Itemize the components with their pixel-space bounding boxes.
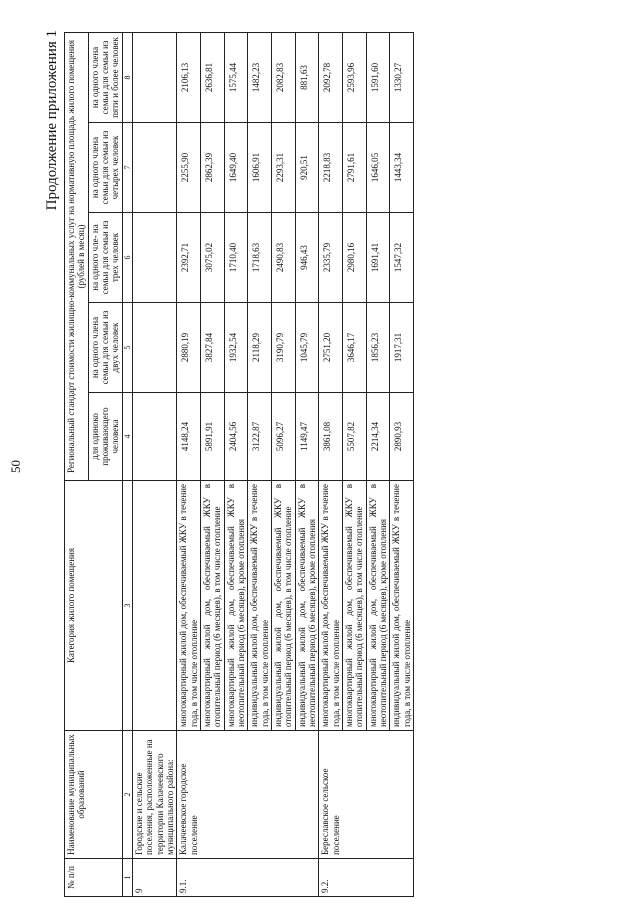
value-cell: 946,43: [295, 213, 319, 303]
value-cell: 3122,87: [248, 393, 272, 481]
header-sub-2: на одного члена семьи для семьи из двух человек: [88, 303, 122, 393]
value-cell: 3646,17: [343, 303, 367, 393]
value-cell: 1547,32: [390, 213, 414, 303]
table-row: [319, 32, 343, 896]
value-cell: 2218,83: [319, 123, 343, 213]
value-cell: 2490,83: [272, 213, 296, 303]
header-sub-4: на одного члена семьи для семьи из четырех человек: [88, 123, 122, 213]
value-cell: 2293,31: [272, 123, 296, 213]
value-cell: 1917,31: [390, 303, 414, 393]
value-cell: 1718,63: [248, 213, 272, 303]
value-cell: 1710,40: [224, 213, 248, 303]
header-standard-group: Региональный стандарт стоимости жилищно-коммунальных услуг на нормативную площадь жилого помещения (рублей в месяц): [65, 32, 89, 480]
tariff-table: [64, 32, 414, 897]
value-cell: 5891,91: [200, 393, 224, 481]
value-cell: 2751,20: [319, 303, 343, 393]
col-index: 4: [122, 393, 132, 481]
value-cell: 2082,83: [272, 32, 296, 122]
column-index-row: [122, 32, 132, 896]
value-cell: 2392,71: [177, 213, 201, 303]
table-row: [177, 32, 201, 896]
value-cell: 1045,79: [295, 303, 319, 393]
header-sub-5: на одного члена семьи для семьи из пяти и более человек: [88, 32, 122, 122]
category-cell: многоквартирный жилой дом, обеспечиваемый ЖКУ в отопительный период (6 месяцев), в том числе отопление: [343, 481, 367, 731]
value-cell: 2118,29: [248, 303, 272, 393]
value-cell: 2890,93: [390, 393, 414, 481]
municipality-name: Калачеевское городское поселение: [177, 731, 319, 859]
value-cell: 5507,82: [343, 393, 367, 481]
value-cell: 3075,02: [200, 213, 224, 303]
category-cell: индивидуальный жилой дом, обеспечиваемый ЖКУ в отопительный период (6 месяцев), в том числе отопление: [272, 481, 296, 731]
category-cell: многоквартирный жилой дом, обеспечиваемый ЖКУ в неотопительный период (6 месяцев), кроме отопления: [366, 481, 390, 731]
value-cell: 2092,78: [319, 32, 343, 122]
page-number: 50: [8, 460, 23, 473]
value-cell: 2593,96: [343, 32, 367, 122]
value-cell: 3861,08: [319, 393, 343, 481]
value-cell: 1691,41: [366, 213, 390, 303]
category-cell: многоквартирный жилой дом, обеспечиваемый ЖКУ в отопительный период (6 месяцев), в том числе отопление: [200, 481, 224, 731]
value-cell: 1649,40: [224, 123, 248, 213]
value-cell: 920,51: [295, 123, 319, 213]
value-cell: 2214,34: [366, 393, 390, 481]
col-index: 3: [122, 481, 132, 731]
value-cell: 1856,23: [366, 303, 390, 393]
appendix-title: Продолжение приложения 1: [44, 30, 60, 211]
value-cell: 2106,13: [177, 32, 201, 122]
col-index: 5: [122, 303, 132, 393]
col-index: 7: [122, 123, 132, 213]
group-num: 9.1.: [177, 859, 319, 897]
value-cell: 3190,79: [272, 303, 296, 393]
value-cell: 1149,47: [295, 393, 319, 481]
category-cell: индивидуальный жилой дом, обеспечиваемый ЖКУ в течение года, в том числе отопление: [248, 481, 272, 731]
category-cell: индивидуальный жилой дом, обеспечиваемый ЖКУ в течение года, в том числе отопление: [390, 481, 414, 731]
municipality-name: Береславское сельское поселение: [319, 731, 414, 859]
value-cell: 1932,54: [224, 303, 248, 393]
value-cell: 1330,27: [390, 32, 414, 122]
value-cell: 1606,91: [248, 123, 272, 213]
value-cell: 2880,19: [177, 303, 201, 393]
value-cell: 2862,39: [200, 123, 224, 213]
value-cell: 2335,79: [319, 213, 343, 303]
section-num: 9: [132, 859, 176, 897]
category-cell: многоквартирный жилой дом, обеспечиваемый ЖКУ в неотопительный период (6 месяцев), кроме отопления: [224, 481, 248, 731]
value-cell: 1443,34: [390, 123, 414, 213]
header-num: № п/п: [65, 859, 123, 897]
value-cell: 1575,44: [224, 32, 248, 122]
value-cell: 2791,61: [343, 123, 367, 213]
value-cell: 881,63: [295, 32, 319, 122]
value-cell: 1482,23: [248, 32, 272, 122]
value-cell: 1591,60: [366, 32, 390, 122]
header-sub-1: для одиноко проживающего человека: [88, 393, 122, 481]
col-index: 1: [122, 859, 132, 897]
value-cell: 5096,27: [272, 393, 296, 481]
value-cell: 2404,56: [224, 393, 248, 481]
value-cell: 3827,84: [200, 303, 224, 393]
group-num: 9.2.: [319, 859, 414, 897]
value-cell: 2980,16: [343, 213, 367, 303]
header-sub-3: на одного чле- на семьи для семьи из трех человек: [88, 213, 122, 303]
header-row-1: [65, 32, 89, 896]
col-index: 6: [122, 213, 132, 303]
section-row: [132, 32, 176, 896]
section-name: Городские и сельские поселения, расположенные на территории Калачеевского муниципального района:: [132, 731, 176, 859]
value-cell: 2255,90: [177, 123, 201, 213]
header-name: Наименование муниципальных образований: [65, 731, 123, 859]
group-rows: [177, 32, 414, 896]
value-cell: 2636,81: [200, 32, 224, 122]
value-cell: 1646,05: [366, 123, 390, 213]
category-cell: многоквартирный жилой дом, обеспечиваемый ЖКУ в течение года, в том числе отопление: [319, 481, 343, 731]
col-index: 8: [122, 32, 132, 122]
header-category: Категория жилого помещения: [65, 481, 123, 731]
col-index: 2: [122, 731, 132, 859]
category-cell: многоквартирный жилой дом, обеспечиваемый ЖКУ в течение года, в том числе отопление: [177, 481, 201, 731]
value-cell: 4148,24: [177, 393, 201, 481]
category-cell: индивидуальный жилой дом, обеспечиваемый ЖКУ в неотопительный период (6 месяцев), кроме отопления: [295, 481, 319, 731]
